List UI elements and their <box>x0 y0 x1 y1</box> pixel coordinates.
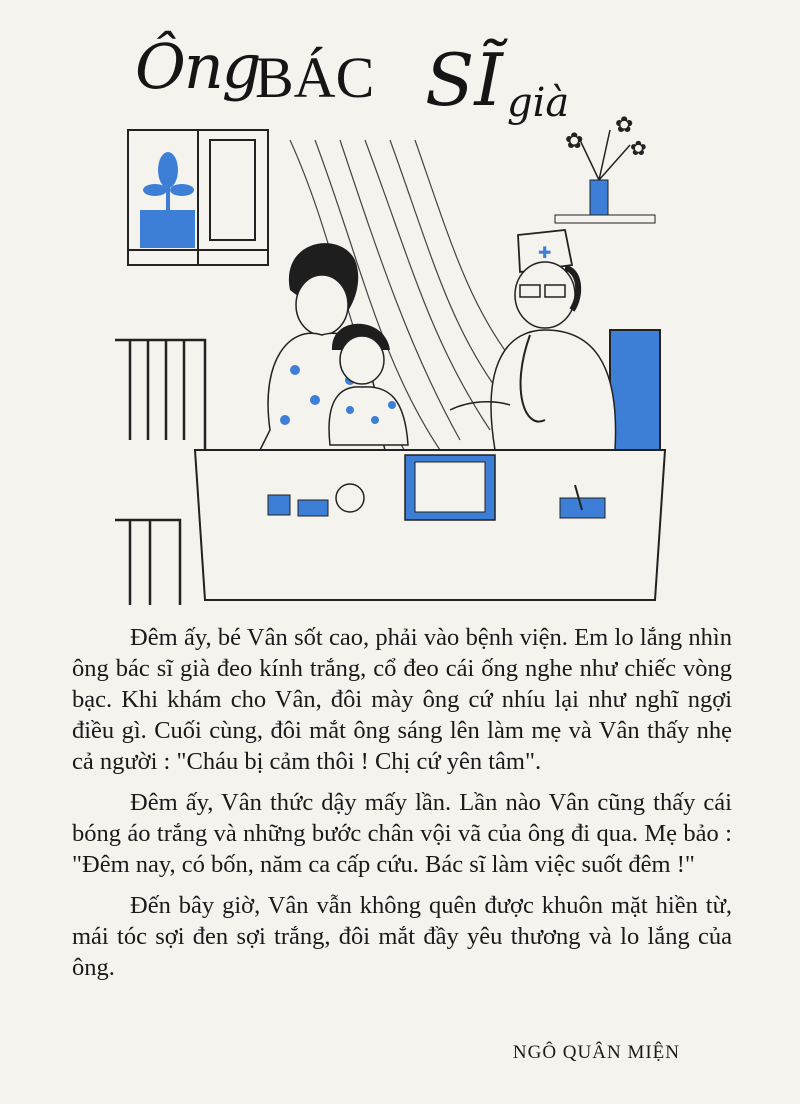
desk-illustration <box>195 450 665 600</box>
window-plant-illustration <box>140 152 195 248</box>
flower-vase-illustration <box>555 113 655 223</box>
title-word-gia: già <box>507 80 570 126</box>
svg-text:✿: ✿ <box>630 136 647 160</box>
title-word-bac: BÁC <box>255 45 375 110</box>
svg-text:✿: ✿ <box>615 113 634 138</box>
story-text <box>72 622 732 993</box>
paragraph-3: Đến bây giờ, Vân vẫn không quên được khuôn mặt hiền từ, mái tóc sợi đen sợi trắng, đôi mắt đầy yêu thương và lo lắng của ông. <box>72 892 732 981</box>
hospital-bed-illustration <box>115 340 205 605</box>
doctor-illustration <box>110 100 690 610</box>
doctor-illustration-figure <box>450 230 616 450</box>
paragraph-2: Đêm ấy, Vân thức dậy mấy lần. Lần nào Vân cũng thấy cái bóng áo trắng và những bước chân vội vã của ông đi qua. Mẹ bảo : "Đêm nay, có bốn, năm ca cấp cứu. Bác sĩ làm việc suốt đêm !" <box>72 789 732 878</box>
paragraph-1: Đêm ấy, bé Vân sốt cao, phải vào bệnh viện. Em lo lắng nhìn ông bác sĩ già đeo kính trắng, cổ đeo cái ống nghe như chiếc vòng bạc. Khi khám cho Vân, đôi mày ông cứ nhíu lại như nghĩ ngợi điều gì. Cuối cùng, đôi mắt ông sáng lên làm mẹ và Vân thấy nhẹ cả người : "Cháu bị cảm thôi ! Chị cứ yên tâm". <box>72 624 732 775</box>
svg-text:✿: ✿ <box>565 129 584 154</box>
title-word-ong: Ông <box>135 30 260 103</box>
svg-text:✚: ✚ <box>538 243 552 262</box>
title-word-si: SĨ <box>425 38 503 122</box>
author-name: NGÔ QUÂN MIỆN <box>512 1042 680 1063</box>
